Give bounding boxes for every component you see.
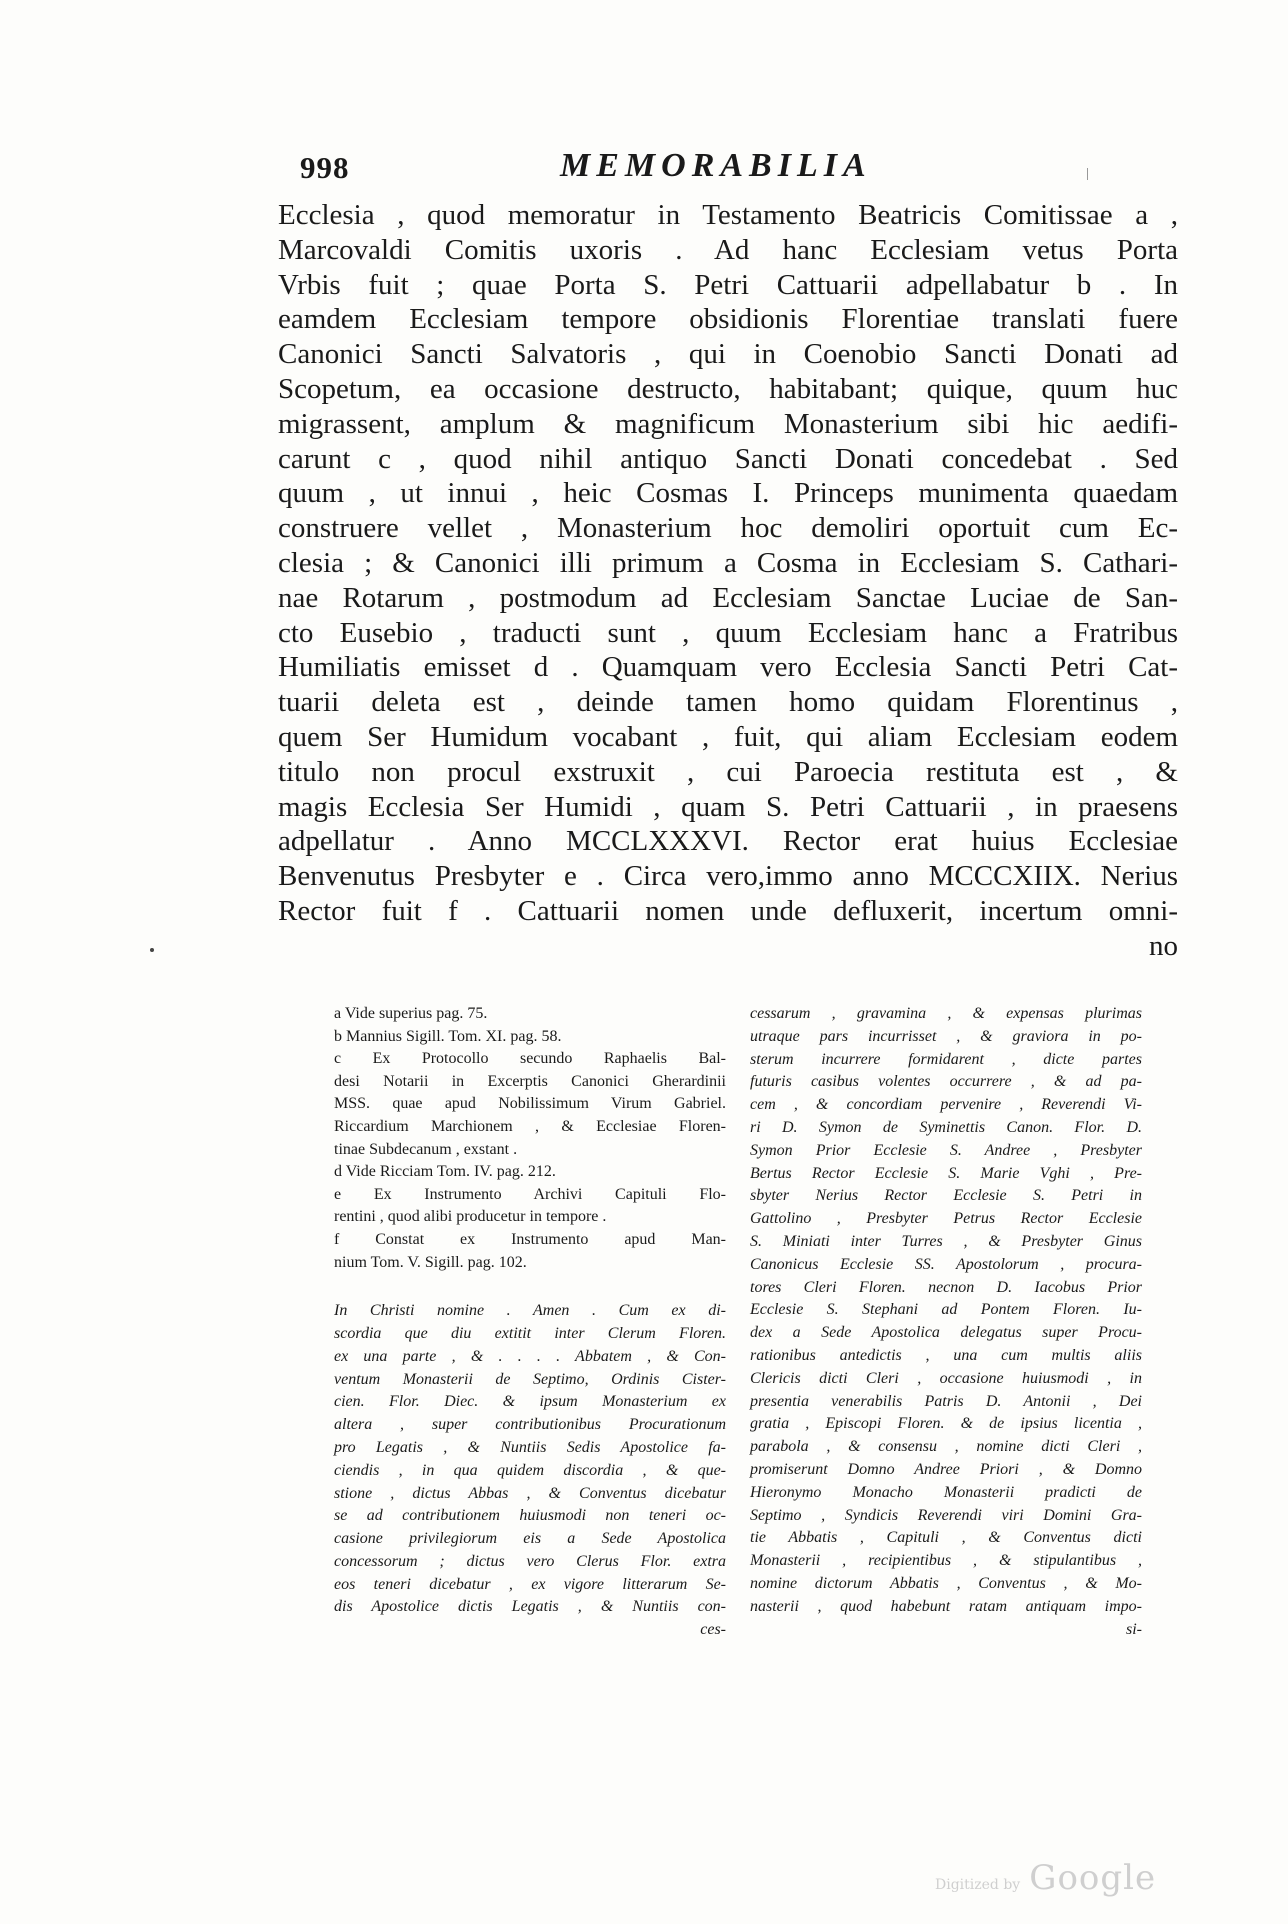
main-text-line: magis Ecclesia Ser Humidi , quam S. Petri Cattuarii , in praesens <box>278 790 1178 823</box>
footnote-line: e Ex Instrumento Archivi Capituli Flo- <box>334 1185 726 1203</box>
main-text-line: Canonici Sancti Salvatoris , qui in Coenobio Sancti Donati ad <box>278 338 1178 371</box>
footnote-column-left <box>334 1003 726 1642</box>
main-text-line: nae Rotarum , postmodum ad Ecclesiam Sanctae Luciae de San- <box>278 581 1178 614</box>
document-line: ri D. Symon de Syminettis Canon. Flor. D. <box>750 1118 1142 1136</box>
footnote-line: MSS. quae apud Nobilissimum Virum Gabriel. <box>334 1095 726 1113</box>
document-line: Gattolino , Presbyter Petrus Rector Ecclesie <box>750 1210 1142 1228</box>
running-title: MEMORABILIA <box>560 147 872 184</box>
footnote-line: f Constat ex Instrumento apud Man- <box>334 1230 726 1248</box>
main-text-line: clesia ; & Canonici illi primum a Cosma in Ecclesiam S. Cathari- <box>278 546 1178 579</box>
document-line: promiserunt Domno Andree Priori , & Domno <box>750 1460 1142 1478</box>
document-line: S. Miniati inter Turres , & Presbyter Ginus <box>750 1232 1142 1250</box>
document-line: dex a Sede Apostolica delegatus super Procu- <box>750 1324 1142 1342</box>
document-line: Septimo , Syndicis Reverendi viri Domini Gra- <box>750 1506 1142 1524</box>
document-line: sbyter Nerius Rector Ecclesie S. Petri in <box>750 1187 1142 1205</box>
print-mark <box>1087 168 1088 180</box>
document-line: Symon Prior Ecclesie S. Andree , Presbyter <box>750 1141 1142 1159</box>
document-line: pro Legatis , & Nuntiis Sedis Apostolice fa- <box>334 1438 726 1456</box>
document-line: scordia que diu extitit inter Clerum Floren. <box>334 1324 726 1342</box>
main-text-line: eamdem Ecclesiam tempore obsidionis Florentiae translati fuere <box>278 303 1178 336</box>
document-line: stione , dictus Abbas , & Conventus dicebatur <box>334 1484 726 1502</box>
digitization-watermark <box>935 1858 1156 1898</box>
document-column-right <box>750 1003 1142 1641</box>
document-line: casione privilegiorum eis a Sede Apostolica <box>334 1530 726 1548</box>
column-gap <box>334 1274 726 1300</box>
document-line: In Christi nomine . Amen . Cum ex di- <box>334 1302 726 1320</box>
main-text-line: tuarii deleta est , deinde tamen homo quidam Florentinus , <box>278 686 1178 719</box>
footnote-line: b Mannius Sigill. Tom. XI. pag. 58. <box>334 1027 562 1045</box>
document-line: presentia venerabilis Patris D. Antonii , Dei <box>750 1392 1142 1410</box>
document-line: se ad contributionem huiusmodi non teneri oc- <box>334 1507 726 1525</box>
main-text-line: Benvenutus Presbyter e . Circa vero,immo anno MCCCXIIX. Nerius <box>278 860 1178 893</box>
document-line: concessorum ; dictus vero Clerus Flor. extra <box>334 1552 726 1570</box>
document-line: parabola , & consensu , nomine dicti Cleri , <box>750 1438 1142 1456</box>
main-text-line: Marcovaldi Comitis uxoris . Ad hanc Ecclesiam vetus Porta <box>278 233 1178 266</box>
catchword: ces- <box>700 1621 726 1639</box>
watermark-caption: Digitized by <box>935 1877 1021 1893</box>
document-line: nomine dictorum Abbatis , Conventus , & Mo- <box>750 1574 1142 1592</box>
main-text-line: carunt c , quod nihil antiquo Sancti Donati concedebat . Sed <box>278 442 1178 475</box>
document-line: tie Abbatis , Capituli , & Conventus dicti <box>750 1529 1142 1547</box>
watermark-logo: Google <box>1029 1858 1157 1898</box>
main-text-line: quem Ser Humidum vocabant , fuit, qui aliam Ecclesiam eodem <box>278 720 1178 753</box>
document-line: Clericis dicti Cleri , occasione huiusmodi , in <box>750 1369 1142 1387</box>
document-line: cem , & concordiam pervenire , Reverendi Vi- <box>750 1096 1142 1114</box>
document-line: Monasterii , recipientibus , & stipulantibus , <box>750 1552 1142 1570</box>
main-text-line: cto Eusebio , traducti sunt , quum Ecclesiam hanc a Fratribus <box>278 616 1178 649</box>
footnote-line: nium Tom. V. Sigill. pag. 102. <box>334 1253 527 1271</box>
document-line: Ecclesie S. Stephani ad Pontem Floren. Iu- <box>750 1301 1142 1319</box>
print-speck <box>150 948 154 952</box>
document-line: altera , super contributionibus Procurationum <box>334 1416 726 1434</box>
main-text-line: Humiliatis emisset d . Quamquam vero Ecclesia Sancti Petri Cat- <box>278 651 1178 684</box>
main-text-line: quum , ut innui , heic Cosmas I. Princeps munimenta quaedam <box>278 477 1178 510</box>
document-line: futuris casibus volentes occurrere , & ad pa- <box>750 1073 1142 1091</box>
document-line: gratia , Episcopi Floren. & de ipsius licentia , <box>750 1415 1142 1433</box>
document-line: utraque pars incurrisset , & graviora in po- <box>750 1027 1142 1045</box>
footnote-line: rentini , quod alibi producetur in tempore . <box>334 1208 607 1226</box>
footnote-line: Riccardium Marchionem , & Ecclesiae Floren- <box>334 1117 726 1135</box>
document-line: Hieronymo Monacho Monasterii pradicti de <box>750 1483 1142 1501</box>
document-line: ciendis , in qua quidem discordia , & que- <box>334 1461 726 1479</box>
footnote-line: desi Notarii in Excerptis Canonici Gherardinii <box>334 1072 726 1090</box>
main-text-line: migrassent, amplum & magnificum Monasterium sibi hic aedifi- <box>278 407 1178 440</box>
catchword: si- <box>1126 1620 1142 1638</box>
footnote-line: d Vide Ricciam Tom. IV. pag. 212. <box>334 1163 556 1181</box>
footnote-line: tinae Subdecanum , exstant . <box>334 1140 518 1158</box>
document-line: cessarum , gravamina , & expensas plurimas <box>750 1005 1142 1022</box>
main-text-line: Ecclesia , quod memoratur in Testamento Beatricis Comitissae a , <box>278 199 1178 231</box>
footnote-line: c Ex Protocollo secundo Raphaelis Bal- <box>334 1050 726 1068</box>
main-text-block <box>278 198 1178 964</box>
document-line: Canonicus Ecclesie SS. Apostolorum , procura- <box>750 1255 1142 1273</box>
document-line: cien. Flor. Diec. & ipsum Monasterium ex <box>334 1393 726 1411</box>
main-text-line: titulo non procul exstruxit , cui Paroecia restituta est , & <box>278 755 1178 788</box>
footnote-line: a Vide superius pag. 75. <box>334 1005 488 1022</box>
main-text-line: Vrbis fuit ; quae Porta S. Petri Cattuarii adpellabatur b . In <box>278 268 1178 301</box>
document-line: nasterii , quod habebunt ratam antiquam impo- <box>750 1597 1142 1615</box>
document-line: ventum Monasterii de Septimo, Ordinis Cister- <box>334 1370 726 1388</box>
document-line: dis Apostolice dictis Legatis , & Nuntiis con- <box>334 1598 726 1616</box>
main-text-line: Rector fuit f . Cattuarii nomen unde defluxerit, incertum omni- <box>278 894 1178 927</box>
main-text-line: Scopetum, ea occasione destructo, habitabant; quique, quum huc <box>278 372 1178 405</box>
document-line: rationibus antedictis , una cum multis aliis <box>750 1346 1142 1364</box>
document-line: sterum incurrere formidarent , dicte partes <box>750 1050 1142 1068</box>
main-text-line: adpellatur . Anno MCCLXXXVI. Rector erat huius Ecclesiae <box>278 825 1178 858</box>
document-line: tores Cleri Floren. necnon D. Iacobus Prior <box>750 1278 1142 1296</box>
document-line: Bertus Rector Ecclesie S. Marie Vghi , Pre- <box>750 1164 1142 1182</box>
document-line: eos teneri dicebatur , ex vigore litterarum Se- <box>334 1575 726 1593</box>
main-text-line: construere vellet , Monasterium hoc demoliri oportuit cum Ec- <box>278 512 1178 545</box>
document-line: ex una parte , & . . . . Abbatem , & Con- <box>334 1347 726 1365</box>
page-number: 998 <box>300 150 350 185</box>
main-text-line: no <box>1149 929 1178 962</box>
